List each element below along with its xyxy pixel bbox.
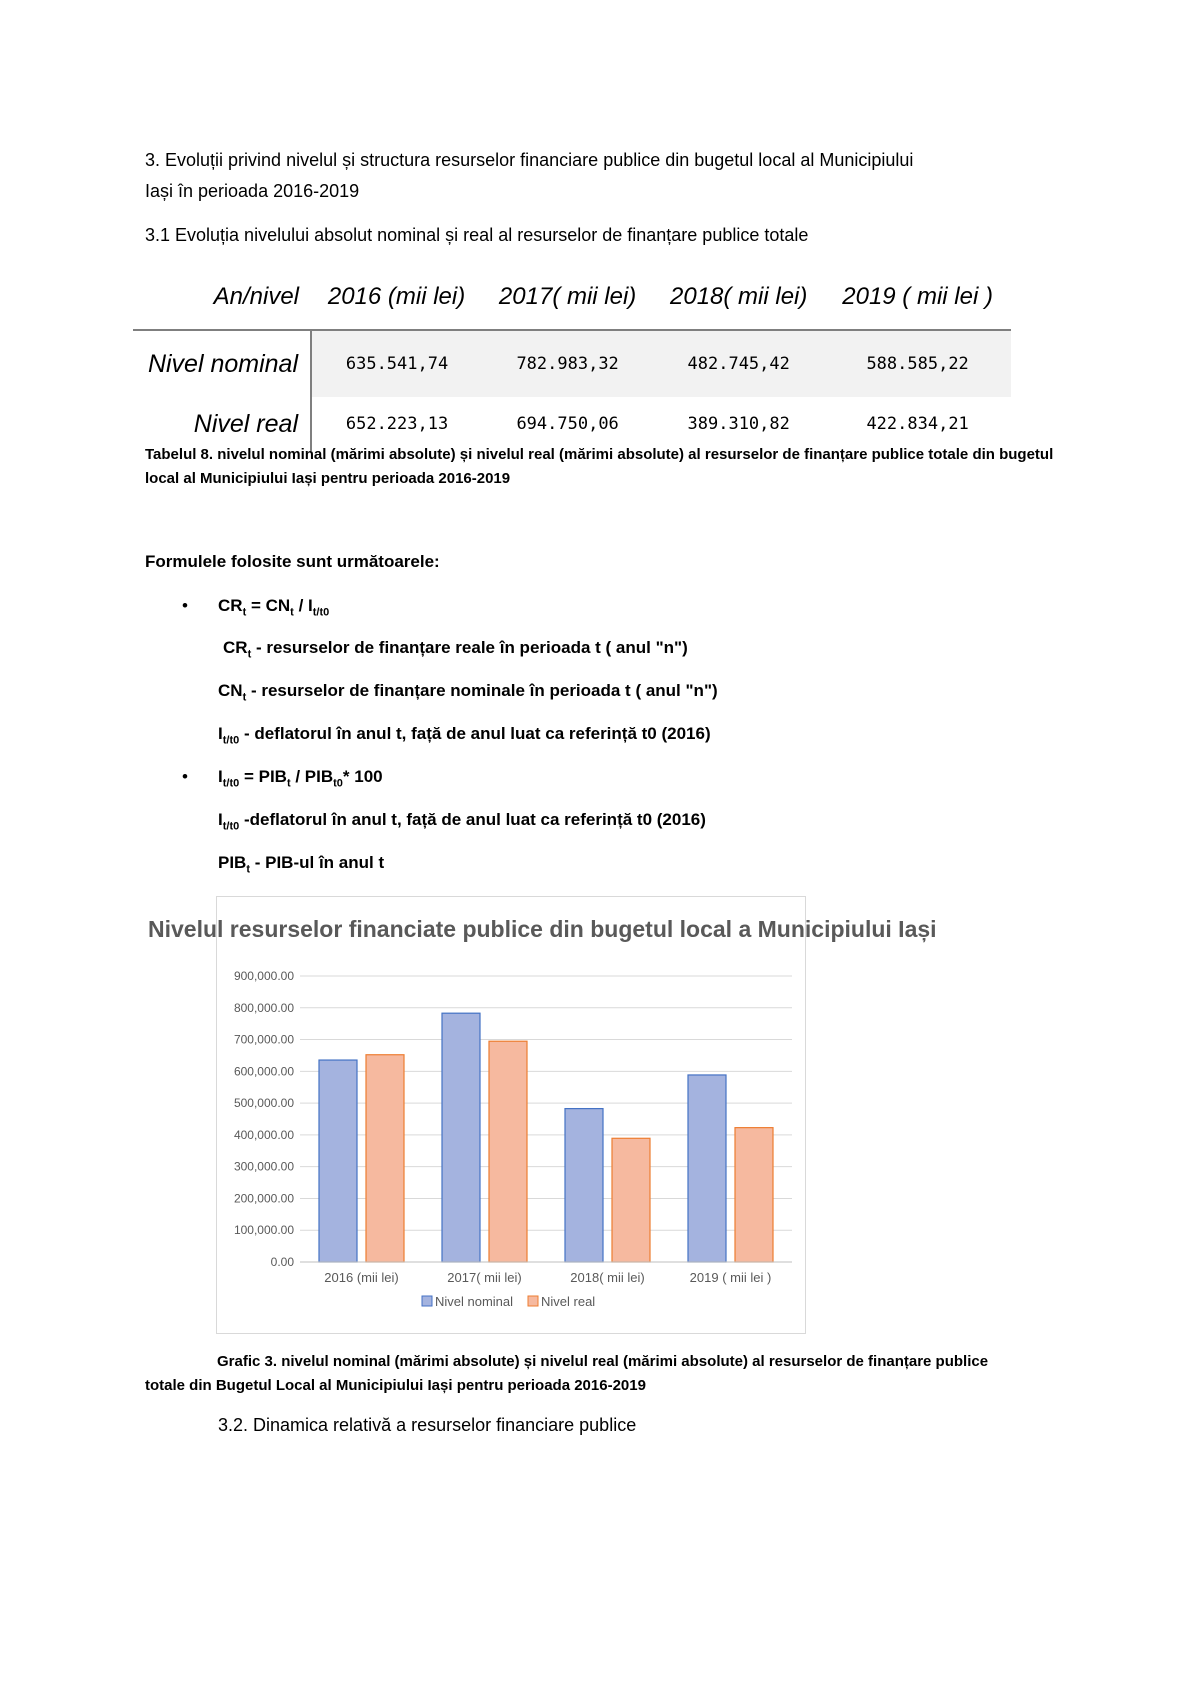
- formula-description: - PIB-ul în anul t: [250, 853, 385, 872]
- table-cell: 635.541,74: [311, 330, 482, 397]
- section-3-1-heading: 3.1 Evoluția nivelului absolut nominal și real al resurselor de finanțare publice totale: [145, 225, 809, 245]
- x-tick-label: 2018( mii lei): [570, 1270, 645, 1285]
- section-3-heading-line2: Iași în perioada 2016-2019: [145, 181, 360, 201]
- formula-subscript: t/t0: [222, 734, 240, 747]
- bar-nominal: [565, 1109, 603, 1262]
- x-tick-label: 2017( mii lei): [447, 1270, 522, 1285]
- table-header-2016: 2016 (mii lei): [311, 262, 482, 330]
- formula-1: [218, 596, 329, 618]
- table-cell: 422.834,21: [866, 414, 969, 434]
- bar-nominal: [319, 1060, 357, 1262]
- section-3-heading-line1: 3. Evoluții privind nivelul și structura resurselor financiare publice din bugetul local al Municipiului: [145, 150, 914, 170]
- bar-real: [489, 1041, 527, 1262]
- formula-term: I: [218, 767, 223, 786]
- y-tick-label: 200,000.00: [233, 1191, 294, 1206]
- table-cell: 694.750,06: [516, 414, 619, 434]
- y-tick-label: 0.00: [270, 1255, 294, 1269]
- y-tick-label: 600,000.00: [233, 1064, 294, 1079]
- bar-nominal: [442, 1013, 480, 1262]
- bar-real: [612, 1138, 650, 1262]
- chart-title: Nivelul resurselor financiate publice din bugetul local a Municipiului Iași: [148, 916, 937, 942]
- table-header-2017: 2017( mii lei): [482, 262, 653, 330]
- formula-subscript: t/t0: [222, 820, 240, 833]
- chart-caption-line2: totale din Bugetul Local al Municipiului Iași pentru perioada 2016-2019: [145, 1377, 646, 1394]
- table-header-row: [133, 262, 1011, 330]
- table-header-2018: 2018( mii lei): [653, 262, 824, 330]
- y-tick-label: 500,000.00: [233, 1096, 294, 1111]
- formula-subscript: t: [246, 863, 251, 876]
- formula-term: / I: [293, 596, 313, 615]
- definition-cn: [218, 681, 718, 703]
- y-tick-label: 300,000.00: [233, 1159, 294, 1174]
- table-header-2019: 2019 ( mii lei ): [824, 262, 1011, 330]
- formula-subscript: t/t0: [222, 777, 240, 790]
- formula-subscript: t/t0: [312, 606, 330, 619]
- y-tick-label: 100,000.00: [233, 1223, 294, 1238]
- chart-caption-line1: Grafic 3. nivelul nominal (mărimi absolute) și nivelul real (mărimi absolute) al resurselor de finanțare publice: [217, 1353, 989, 1370]
- formulas-title: Formulele folosite sunt următoarele:: [145, 552, 440, 571]
- formula-term: / PIB: [290, 767, 334, 786]
- formula-subscript: t: [286, 777, 291, 790]
- table-cell: 782.983,32: [482, 330, 653, 397]
- definition-cr: [223, 638, 688, 660]
- bar-chart: [216, 946, 804, 1332]
- formula-description: - resurselor de finanțare reale în perioada t ( anul "n"): [251, 638, 688, 657]
- levels-table: [133, 262, 1011, 451]
- y-tick-label: 800,000.00: [233, 1000, 294, 1015]
- definition-pib: [218, 853, 384, 875]
- formula-term: = PIB: [239, 767, 287, 786]
- formula-term: I: [218, 810, 223, 829]
- bar-real: [735, 1128, 773, 1262]
- formula-term: PIB: [218, 853, 247, 872]
- bullet-icon: •: [182, 596, 188, 615]
- formula-term: CR: [223, 638, 248, 657]
- bullet-icon: •: [182, 767, 188, 786]
- formula-subscript: t0: [333, 777, 343, 790]
- formula-term: * 100: [342, 767, 383, 786]
- bar-nominal: [688, 1075, 726, 1262]
- x-tick-label: 2019 ( mii lei ): [689, 1270, 772, 1285]
- formula-description: - resurselor de finanțare nominale în perioada t ( anul "n"): [246, 681, 718, 700]
- legend-label: Nivel nominal: [435, 1294, 514, 1309]
- legend-swatch: [422, 1296, 432, 1306]
- table-cell: 588.585,22: [824, 330, 1011, 397]
- y-tick-label: 900,000.00: [233, 969, 294, 983]
- x-tick-label: 2016 (mii lei): [324, 1270, 399, 1285]
- table-cell: 389.310,82: [687, 414, 790, 434]
- legend-label: Nivel real: [541, 1294, 596, 1309]
- table-row: [133, 330, 1011, 397]
- formula-subscript: t: [247, 648, 252, 661]
- bar-real: [366, 1055, 404, 1262]
- table-cell: 482.745,42: [653, 330, 824, 397]
- chart-caption: [145, 1350, 1065, 1398]
- formula-subscript: t: [242, 606, 247, 619]
- formula-subscript: t: [242, 691, 247, 704]
- y-tick-label: 700,000.00: [233, 1032, 294, 1047]
- definition-deflator-2: [218, 810, 706, 832]
- table-corner-cell: An/nivel: [133, 262, 311, 330]
- formula-subscript: t: [290, 606, 294, 619]
- formula-term: = CN: [246, 596, 291, 615]
- table-caption: Tabelul 8. nivelul nominal (mărimi absolute) și nivelul real (mărimi absolute) al resurselor de finanțare publice totale din bugetul local al Municipiului Iași pentru perioada 2016-2019: [145, 446, 1054, 487]
- section-3-2-heading: 3.2. Dinamica relativă a resurselor financiare publice: [218, 1415, 637, 1435]
- row-label-nominal: Nivel nominal: [133, 330, 311, 397]
- formula-description: - deflatorul în anul t, față de anul luat ca referință t0 (2016): [239, 724, 711, 743]
- formula-term: CR: [218, 596, 243, 615]
- definition-deflator: [218, 724, 711, 746]
- formula-description: -deflatorul în anul t, față de anul luat ca referință t0 (2016): [239, 810, 706, 829]
- legend-swatch: [528, 1296, 538, 1306]
- table-cell: 652.223,13: [345, 414, 449, 434]
- y-tick-label: 400,000.00: [233, 1127, 294, 1142]
- row-label-real: Nivel real: [133, 397, 311, 451]
- section-3-heading: [145, 145, 1075, 207]
- formula-2: [218, 767, 383, 789]
- formula-term: CN: [218, 681, 243, 700]
- formula-term: I: [218, 724, 223, 743]
